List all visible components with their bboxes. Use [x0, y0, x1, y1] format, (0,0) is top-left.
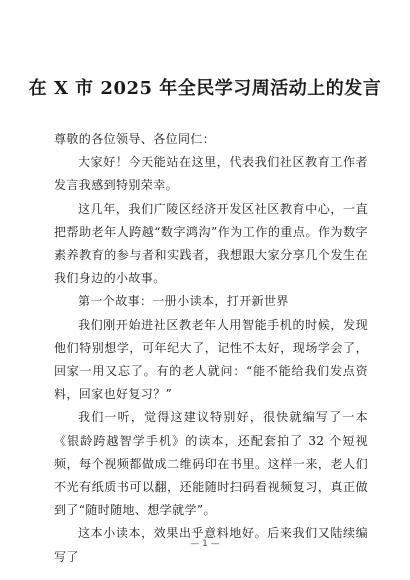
page-number: — 1 — — [190, 539, 220, 549]
paragraph: 这本小读本，效果出乎意料地好。后来我们又陆续编写了 — [54, 526, 368, 564]
document-title: 在 X 市 2025 年全民学习周活动上的发言 — [28, 78, 382, 99]
document-body — [54, 128, 368, 569]
paragraph: 我们一听，觉得这建议特别好，很快就编写了一本《银龄跨越智学手机》的读本，还配套拍了 32 个短视频，每个视频都做成二维码印在书里。这样一来，老人们不光有纸质书可以翻，还能随时扫码看视频复习，真正做到了“随时随地、想学就学”。 — [54, 410, 368, 518]
section-heading: 第一个故事：一册小读本，打开新世界 — [78, 294, 289, 309]
paragraph: 我们刚开始进社区教老年人用智能手机的时候，发现他们特别想学，可年纪大了，记性不太好，现场学会了，回家一用又忘了。有的老人就问：“能不能给我们发点资料，回家也好复习？” — [54, 317, 368, 402]
paragraph: 大家好！今天能站在这里，代表我们社区教育工作者发言我感到特别荣幸。 — [54, 155, 368, 193]
paragraph: 这几年，我们广陵区经济开发区社区教育中心，一直把帮助老年人跨越“数字鸿沟”作为工作的重点。作为数字素养教育的参与者和实践者，我想跟大家分享几个发生在我们身边的小故事。 — [54, 201, 368, 286]
salutation: 尊敬的各位领导、各位同仁： — [54, 132, 216, 146]
